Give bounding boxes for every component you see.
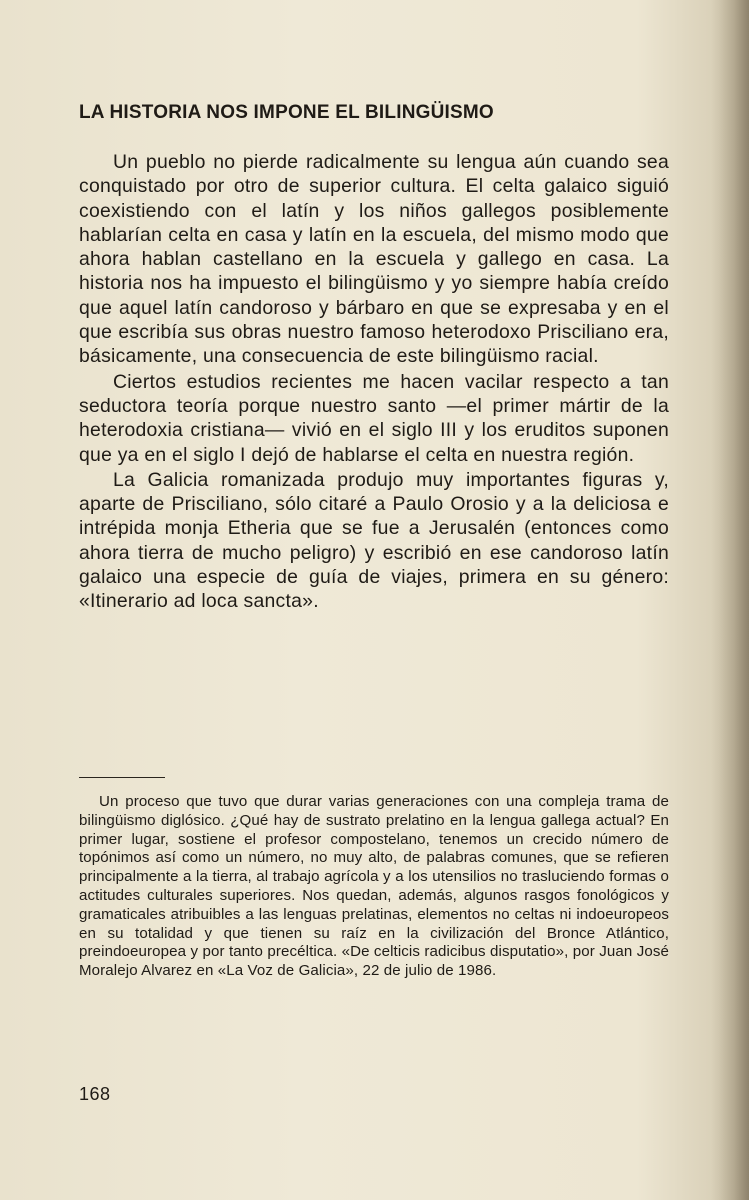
paragraph-1: Un pueblo no pierde radicalmente su lengua aún cuando sea conquistado por otro de superior cultura. El celta galaico siguió coexistiendo con el latín y los niños gallegos posiblemente hablarían celta en casa y latín en la escuela, del mismo modo que ahora hablan castellano en la escuela y gallego en casa. La historia nos ha impuesto el bilingüismo y yo siempre había creído que aquel latín candoroso y bárbaro en que se expresaba y en el que escribía sus obras nuestro famoso heterodoxo Prisciliano era, básicamente, una consecuencia de este bilingüismo racial.: [79, 151, 669, 368]
footnote: Un proceso que tuvo que durar varias generaciones con una compleja trama de bilingüismo diglósico. ¿Qué hay de sustrato prelatino en la lengua gallega actual? En primer lugar, sostiene el profesor compostelano, tenemos un crecido número de topónimos así como un número, no muy alto, de palabras comunes, que se refieren principalmente a la tierra, al trabajo agrícola y a los utensilios no trasluciendo formas o actitudes culturales superiores. Nos quedan, además, algunos rasgos fonológicos y gramaticales atribuibles a las lenguas prelatinas, elementos no celtas ni indoeuropeos en su totalidad y que tienen su raíz en la civilización del Bronce Atlántico, preindoeuropea y por tanto precéltica. «De celticis radicibus disputatio», por Juan José Moralejo Alvarez en «La Voz de Galicia», 22 de julio de 1986.: [79, 793, 669, 980]
page-number: 168: [79, 1084, 111, 1104]
paragraph-3: La Galicia romanizada produjo muy importantes figuras y, aparte de Prisciliano, sólo citaré a Paulo Orosio y a la deliciosa e intrépida monja Etheria que se fue a Jerusalén (entonces como ahora tierra de mucho peligro) y escribió en ese candoroso latín galaico una especie de guía de viajes, primera en su género: «Itinerario ad loca sancta».: [79, 468, 669, 613]
footnote-divider: [79, 777, 165, 778]
main-text: [79, 150, 669, 614]
chapter-title: LA HISTORIA NOS IMPONE EL BILINGÜISMO: [79, 102, 494, 123]
spine-shadow: [711, 0, 749, 1200]
paragraph-2: Ciertos estudios recientes me hacen vacilar respecto a tan seductora teoría porque nuestro santo —el primer mártir de la heterodoxia cristiana— vivió en el siglo III y los eruditos suponen que ya en el siglo I dejó de hablarse el celta en nuestra región.: [79, 370, 669, 466]
